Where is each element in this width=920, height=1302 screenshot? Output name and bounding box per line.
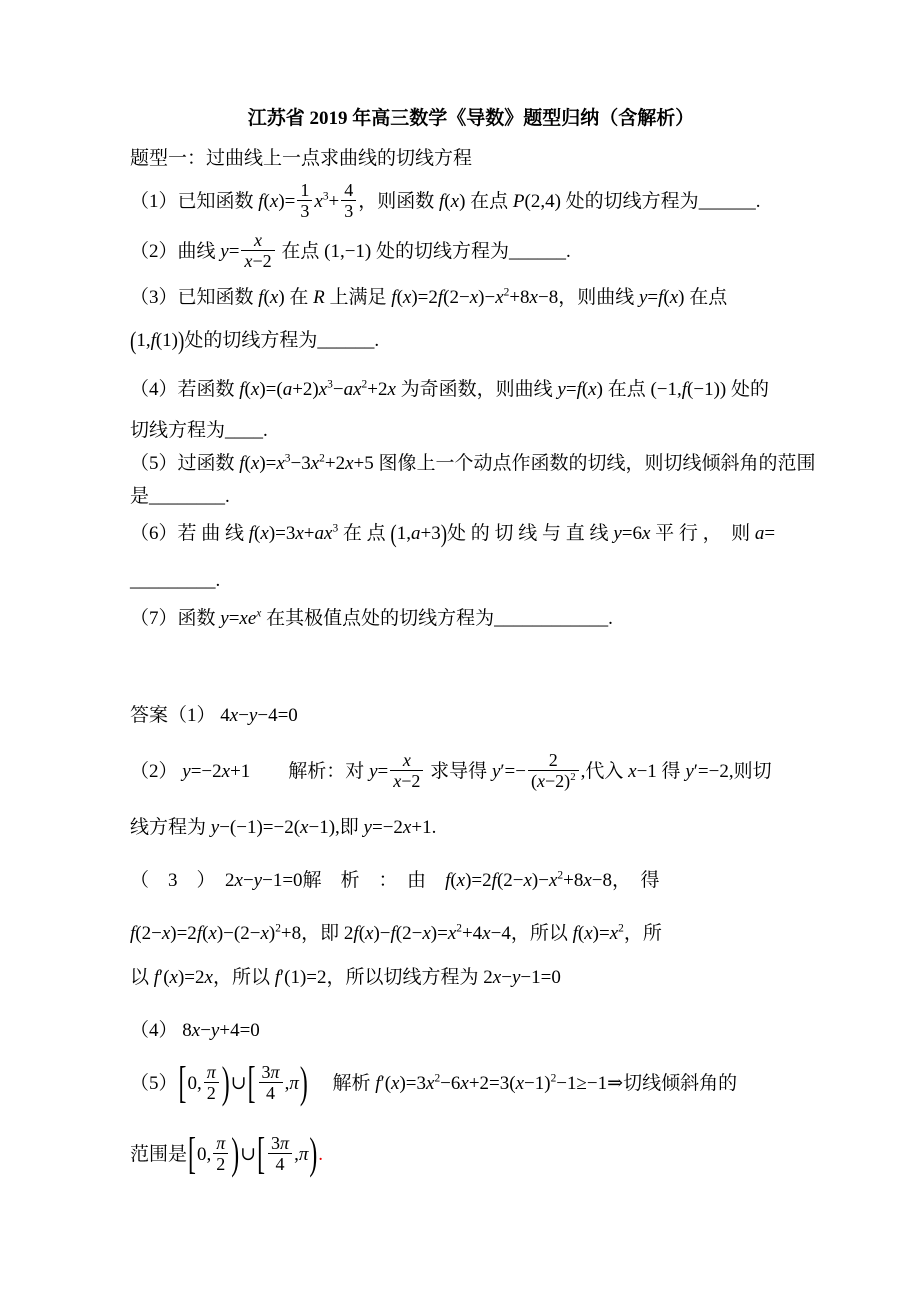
fraction-numerator: 3π [261, 1061, 280, 1082]
text-run: 解析 [308, 1073, 376, 1094]
answer-blank: ____ [225, 420, 264, 441]
fraction-denominator: 3 [341, 200, 356, 221]
math-run: y=f(x) [557, 379, 603, 400]
text-run: ，即 [301, 923, 344, 944]
answer-blank: ______ [509, 241, 567, 262]
answer-blank: _________ [130, 570, 216, 591]
text-run: 即 [339, 817, 364, 838]
text-run: 在点 [684, 287, 728, 308]
math-run: f′(1)=2 [274, 967, 327, 988]
math-run: y′=− [491, 761, 526, 782]
text-run: . [374, 330, 380, 351]
math-run: 4x−y−4=0 [220, 705, 298, 726]
text-run: 在点 [465, 191, 513, 212]
fraction-numerator: π [216, 1132, 226, 1153]
math-run: ,π [284, 1073, 299, 1094]
document-title [130, 106, 812, 132]
math-run: $f(x)=2f(2-x)-x^2+8x-8$ [445, 869, 612, 891]
text-run: 解析：对 [250, 761, 370, 782]
text-run: 得 [656, 761, 686, 782]
math-run: y= [220, 241, 240, 262]
answer-blank: ______ [317, 330, 375, 351]
text-run: 处的切线方程为 [560, 191, 699, 212]
text-run: 切线倾斜角的 [623, 1073, 738, 1094]
math-run: y=−2x+1 [363, 817, 432, 838]
fraction [204, 1062, 219, 1103]
text-run: （ 3 ） [130, 870, 226, 891]
text-run: （6）若 曲 线 [130, 523, 249, 544]
text-run: ,代入 [580, 761, 629, 782]
text-run: 线方程为 [130, 817, 211, 838]
math-run: a= [754, 523, 776, 544]
math-run: $f(x)=(a+2)x^3-ax^2+2x$ [239, 378, 396, 400]
fraction-numerator: 1 [300, 179, 310, 200]
red-period: . [318, 1144, 324, 1165]
problem-3-cont: (1,f(1))处的切线方程为______. [130, 327, 380, 356]
text-run: （5） [130, 1073, 178, 1094]
fraction-numerator: 2 [548, 749, 558, 770]
problem-6-cont [130, 564, 812, 597]
text-run: （7）函数 [130, 608, 221, 629]
text-run: 在点 [602, 379, 651, 400]
fraction-numerator: 4 [344, 179, 354, 200]
problem-5 [130, 447, 816, 480]
text-run: ，则函数 [358, 191, 440, 212]
math-run: y=f(x) [638, 287, 685, 308]
fraction-numerator: π [206, 1061, 216, 1082]
answer-blank: ________ [149, 486, 226, 507]
fraction-denominator: x−2 [241, 250, 274, 271]
math-run: 1,f(1) [136, 330, 179, 351]
text-run: . [263, 420, 268, 441]
math-run: (−1,f(−1)) [650, 379, 727, 400]
math-run: $f(x)=x^2$ [572, 922, 624, 944]
fraction [341, 180, 356, 221]
math-run: P(2,4) [512, 191, 561, 212]
fraction [528, 750, 579, 791]
math-run: 0, [187, 1073, 202, 1094]
math-run: $f(2-x)=2f(x)-(2-x)^2+8$ [130, 922, 302, 944]
answer-4 [130, 1014, 812, 1047]
math-run: 8x−y+4=0 [182, 1020, 260, 1041]
answer-blank: ____________ [494, 608, 609, 629]
text-run: ，则曲线 [558, 287, 639, 308]
text-run: . [608, 608, 613, 629]
answer-2-cont [130, 811, 812, 844]
fraction-denominator: $(x-2)^2$ [528, 770, 579, 791]
math-run: f(x) [439, 191, 466, 212]
text-run: 答案（1） [130, 705, 221, 726]
math-run: 0, [196, 1144, 212, 1165]
math-run: $f(x)=3x+ax^3$ [248, 522, 339, 544]
text-run: （2）曲线 [130, 241, 221, 262]
math-run: (1,−1) [324, 241, 372, 262]
math-run: 2x−y−1=0 [483, 967, 561, 988]
text-run: 在 点 [338, 523, 391, 544]
problem-4-cont [130, 414, 812, 447]
math-run: x−1 [628, 761, 657, 782]
text-run: 处 的 切 线 与 直 线 [447, 523, 614, 544]
text-run: 求导得 [425, 761, 492, 782]
text-run: 解 析 ： 由 [302, 870, 446, 891]
text-run: . [431, 817, 437, 838]
math-run: ∪ [230, 1073, 247, 1094]
problem-7 [130, 602, 812, 635]
fraction [213, 1133, 228, 1174]
fraction-numerator: x [402, 749, 411, 770]
text-run: . [566, 241, 571, 262]
section-heading [130, 142, 812, 175]
text-run: 在其极值点处的切线方程为 [261, 608, 495, 629]
problem-1 [130, 177, 812, 227]
fraction [241, 230, 274, 271]
text-run: ，所以切线方程为 [326, 967, 484, 988]
problem-5-cont [130, 480, 812, 513]
math-run: f′(x)=2x [153, 967, 213, 988]
math-run: f(x)= [258, 191, 296, 212]
text-run: ，所 [623, 923, 662, 944]
fraction-numerator: x [254, 229, 263, 250]
answer-2 [130, 747, 812, 797]
fraction [259, 1062, 283, 1103]
text-run: 为奇函数，则曲线 [395, 379, 558, 400]
math-run: ∪ [240, 1144, 257, 1165]
math-run: y= [369, 761, 389, 782]
text-run: 处的切线方程为 [371, 241, 510, 262]
text-run: . [225, 486, 230, 507]
math-run: $x^3+$ [314, 190, 340, 212]
fraction-denominator: 2 [213, 1153, 228, 1174]
text-run: 江苏省 2019 年高三数学《导数》题型归纳（含解析） [247, 108, 695, 129]
text-run: . [215, 570, 221, 591]
fraction-denominator: 4 [268, 1153, 292, 1174]
fraction-denominator: 3 [297, 200, 312, 221]
text-run: 处的切线方程为 [184, 330, 318, 351]
text-run: 范围是 [130, 1144, 188, 1165]
fraction [297, 180, 312, 221]
answer-blank: ______ [698, 191, 756, 212]
text-run: ，所以 [212, 967, 275, 988]
text-run: 题型一：过曲线上一点求曲线的切线方程 [130, 148, 473, 169]
fraction-denominator: 4 [259, 1082, 283, 1103]
math-run: y′=−2 [685, 761, 729, 782]
answer-5: （5）[0, $\frac{\pi}{2}$ )∪[ $\frac{3\pi}{4}$ ,π) 解析 $f'(x)=3x^2-6x+2=3(x-1)^2-1\ge-1\Rightarrow$切线倾斜角的 [130, 1059, 738, 1109]
math-run: $y=xe^x$ [220, 607, 262, 629]
text-run: （4） [130, 1020, 183, 1041]
math-run: 2x−y−1=0 [225, 870, 303, 891]
text-run: ，所以 [510, 923, 573, 944]
text-run: （3）已知函数 [130, 287, 259, 308]
text-run: （4）若函数 [130, 379, 240, 400]
math-run: $f'(x)=3x^2-6x+2=3(x-1)^2-1\ge-1\Rightarrow$ [375, 1072, 624, 1094]
text-run: 在 [284, 287, 314, 308]
fraction [390, 750, 423, 791]
math-run: $f(x)=x^3-3x^2+2x+5$ [239, 452, 374, 474]
math-run: y=−2x+1 [182, 761, 251, 782]
text-run: ， 得 [611, 870, 660, 891]
problem-2 [130, 227, 812, 277]
problem-4 [130, 373, 812, 406]
math-run: R [313, 287, 325, 308]
math-run: $2f(x)-f(2-x)=x^2+4x-4$ [343, 922, 511, 944]
fraction-numerator: 3π [271, 1132, 290, 1153]
math-run: 1,a+3 [396, 523, 441, 544]
answer-3 [130, 864, 812, 897]
problem-6: （6）若 曲 线 $f(x)=3x+ax^3$ 在 点 (1,a+3)处 的 切 线 与 直 线 y=6x 平 行 ， 则 a= [130, 520, 776, 549]
fraction-denominator: 2 [204, 1082, 219, 1103]
math-run: y−(−1)=−2(x−1), [210, 817, 340, 838]
problem-3 [130, 281, 812, 314]
fraction-denominator: x−2 [390, 770, 423, 791]
fraction [268, 1133, 292, 1174]
text-run: 切线方程为 [130, 420, 226, 441]
text-run: 是 [130, 486, 150, 507]
answer-3-cont [130, 917, 812, 950]
text-run: ,则切 [728, 761, 772, 782]
text-run: 平 行 ， 则 [650, 523, 755, 544]
answer-1 [130, 699, 812, 732]
text-run: 处的 [726, 379, 769, 400]
text-run: （1）已知函数 [130, 191, 259, 212]
text-run: 图像上一个动点作函数的切线，则切线倾斜角的范围 [373, 453, 816, 474]
math-run: f(x) [258, 287, 285, 308]
answer-5-cont: 范围是[0, $\frac{\pi}{2}$ )∪[ $\frac{3\pi}{4}$ ,π). [130, 1130, 324, 1180]
text-run: 在点 [276, 241, 325, 262]
answer-3-cont-2 [130, 961, 812, 994]
text-run: （2） [130, 761, 183, 782]
text-run: . [755, 191, 761, 212]
math-run: ,π [294, 1144, 309, 1165]
text-run: 以 [130, 967, 154, 988]
text-run: 上满足 [324, 287, 392, 308]
text-run: （5）过函数 [130, 453, 240, 474]
math-run: $f(x)=2f(2-x)-x^2+8x-8$ [391, 286, 559, 308]
math-run: y=6x [613, 523, 651, 544]
